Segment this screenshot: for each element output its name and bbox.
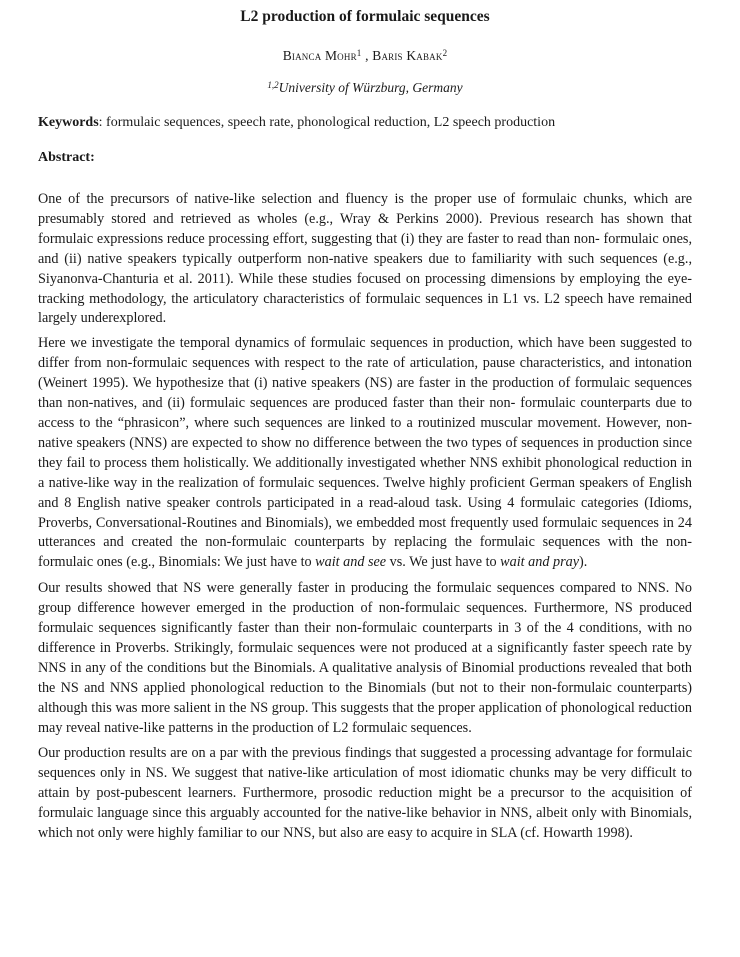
paragraph-2-example-2: wait and pray <box>500 554 579 571</box>
keywords-label: Keywords <box>38 115 99 130</box>
author-2-name: Baris Kabak <box>372 48 443 63</box>
author-line <box>38 47 692 65</box>
abstract-paragraph-4: Our production results are on a par with the previous findings that suggested a processing advantage for formulaic sequences only in NS. We suggest that native-like articulation of most idiomatic chunks may be very difficult to attain by post-pubescent learners. Furthermore, prosodic reduction might be a precursor to the acquisition of formulaic language since this arguably accounted for the native-like behavior in NNS, albeit only with Binomials, which not only were highly familiar to our NNS, but also are easy to acquire in SLA (cf. Howarth 1998). <box>38 745 692 842</box>
keywords-text: : formulaic sequences, speech rate, phonological reduction, L2 speech production <box>98 115 556 130</box>
abstract-heading: Abstract: <box>38 150 95 165</box>
paragraph-2-text: Here we investigate the temporal dynamics of formulaic sequences in production, which have been suggested to differ from non-formulaic sequences with respect to the rate of articulation, pause characteristics, and intonation (Weinert 1995). We hypothesize that (i) native speakers (NS) are faster in the production of formulaic sequences than non-natives, and (ii) formulaic sequences are produced faster than their non- formulaic counterparts due to access to the “phrasicon”, where such sequences are linked to a routinized muscular movement. However, non-native speakers (NNS) are expected to show no difference between the two types of sequences in production since they fail to process them holistically. We additionally investigated whether NNS exhibit phonological reduction in a native-like way in the realization of formulaic sequences. Twelve highly proficient German speakers of English and 8 English native speaker controls participated in a read-aloud task. Using 4 formulaic categories (Idioms, Proverbs, Conversational-Routines and Binomials), we embedded most frequently used formulaic sequences in 24 utterances and created the non-formulaic counterparts by replacing the formulaic sequences with the non-formulaic ones (e.g., Binomials: We just have to <box>38 335 692 571</box>
abstract-paragraph-1: One of the precursors of native-like selection and fluency is the proper use of formulaic chunks, which are presumably stored and retrieved as wholes (e.g., Wray & Perkins 2000). Previous research has shown that formulaic expressions reduce processing effort, suggesting that (i) they are faster to read than non- formulaic ones, and (ii) native speakers typically outperform non-native speakers due to familiarity with such sequences (e.g., Siyanonva-Chanturia et al. 2011). While these studies focused on processing dimensions by employing the eye-tracking methodology, the articulatory characteristics of formulaic sequences in L1 vs. L2 speech have remained largely underexplored. <box>38 191 692 327</box>
author-1-name: Bianca Mohr <box>282 48 357 63</box>
author-2-affiliation-mark: 2 <box>442 48 448 58</box>
paragraph-2-text-end: ). <box>579 554 588 571</box>
author-1-affiliation-mark: 1 <box>356 48 362 58</box>
affiliation-text: University of Würzburg, Germany <box>278 80 463 95</box>
abstract-paragraph-2 <box>38 334 692 573</box>
affiliation-line <box>38 79 692 97</box>
paper-title: L2 production of formulaic sequences <box>240 8 490 25</box>
author-separator: , <box>361 48 373 63</box>
affiliation-marks: 1,2 <box>267 80 279 90</box>
paragraph-2-example-1: wait and see <box>315 554 387 571</box>
paper-page <box>38 0 692 844</box>
abstract-paragraph-3: Our results showed that NS were generally faster in producing the formulaic sequences compared to NNS. No group difference however emerged in the production of non-formulaic sequences. Furthermore, NS produced formulaic sequences significantly faster than their non-formulaic counterparts in 3 of the 4 conditions, with no difference in Proverbs. Strikingly, formulaic sequences were not produced at a significantly faster speech rate by NNS in any of the conditions but the Binomials. A qualitative analysis of Binomial productions revealed that both the NS and NNS applied phonological reduction to the Binomials (but not to their non-formulaic counterparts) although this was more salient in the NS group. This suggests that the proper application of phonological reduction may reveal native-like patterns in the production of L2 formulaic sequences. <box>38 580 692 736</box>
paragraph-2-text-mid: vs. We just have to <box>386 554 501 571</box>
keywords-line <box>38 114 692 132</box>
